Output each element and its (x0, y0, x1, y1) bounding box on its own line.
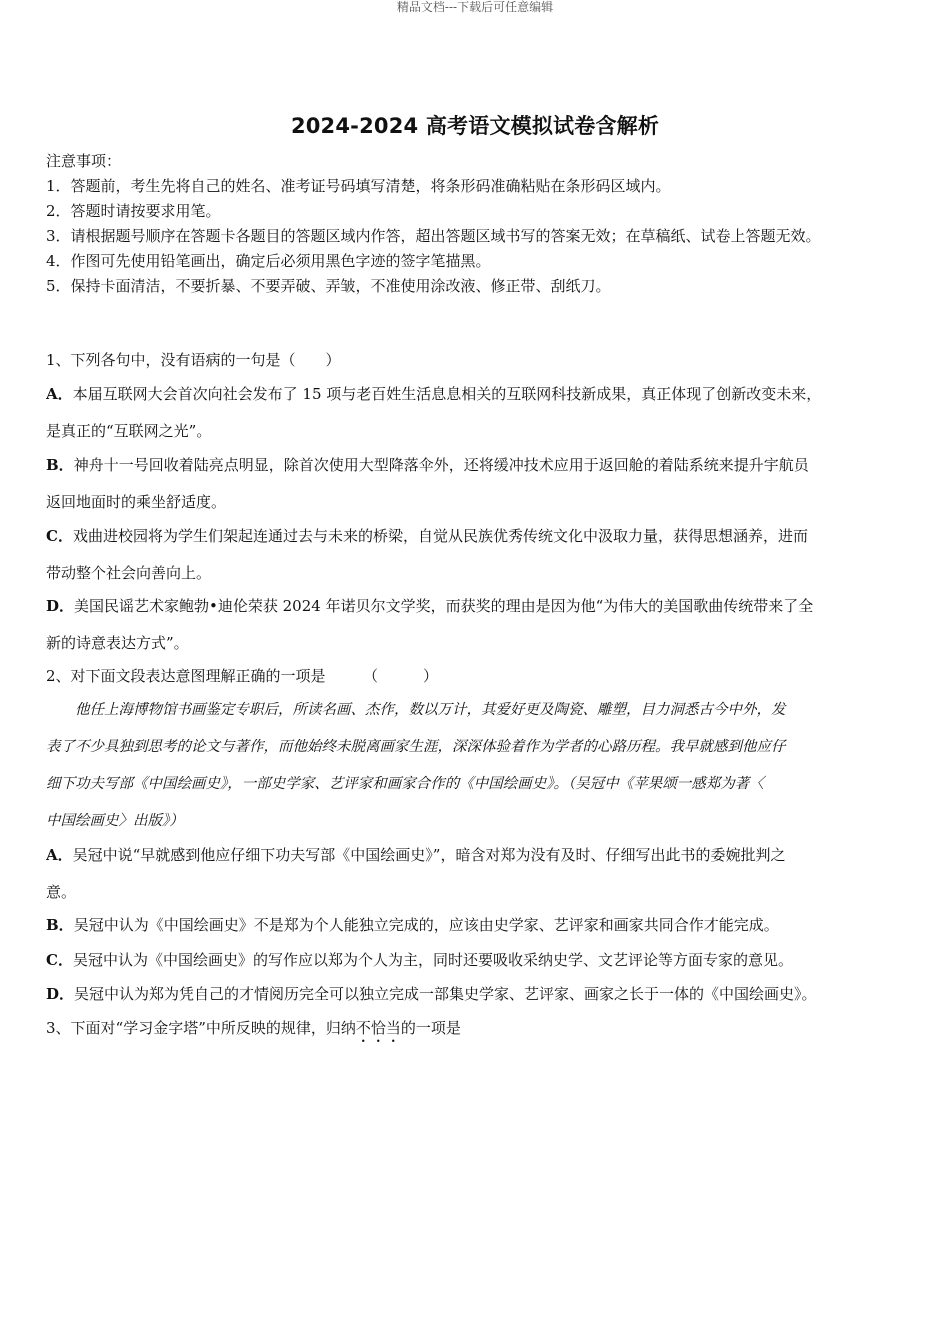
q1-option-a-cont: 是真正的“互联网之光”。 (46, 422, 212, 440)
q1-option-c (46, 526, 916, 546)
option-text: 吴冠中认为郑为凭自己的才情阅历完全可以独立完成一部集史学家、艺评家、画家之长于一体的《中国绘画史》。 (74, 985, 817, 1003)
q2-option-a (46, 845, 916, 865)
q1-option-a (46, 384, 916, 404)
document-title: 2024-2024 高考语文模拟试卷含解析 (290, 114, 660, 138)
option-text: 吴冠中认为《中国绘画史》的写作应以郑为个人为主，同时还要吸收采纳史学、文艺评论等方面专家的意见。 (72, 951, 793, 969)
notice-item: 2．答题时请按要求用笔。 (46, 202, 221, 220)
question-2-stem: 2、对下面文段表达意图理解正确的一项是 （ ） (46, 667, 439, 685)
option-text: 吴冠中认为《中国绘画史》不是郑为个人能独立完成的，应该由史学家、艺评家和画家共同合作才能完成。 (73, 916, 779, 934)
question-3-stem (46, 1018, 916, 1046)
passage-line: 表了不少具独到思考的论文与著作，而他始终未脱离画家生涯，深深体验着作为学者的心路历程。我早就感到他应仔 (46, 739, 786, 755)
notice-item: 1．答题前，考生先将自己的姓名、准考证号码填写清楚，将条形码准确粘贴在条形码区域内。 (46, 177, 671, 195)
page-header-note: 精品文档---下载后可任意编辑 (396, 0, 554, 14)
notice-item: 4．作图可先使用铅笔画出，确定后必须用黑色字迹的签字笔描黑。 (46, 252, 491, 270)
q3-stem-text: 的一项是 (400, 1019, 461, 1037)
option-label: D． (46, 985, 75, 1003)
q3-stem-text: 3、下面对“学习金字塔”中所反映的规律，归纳 (46, 1019, 356, 1037)
q2-option-d (46, 984, 916, 1004)
option-text: 本届互联网大会首次向社会发布了 15 项与老百姓生活息息相关的互联网科技新成果，真正体现了创新改变未来， (72, 385, 822, 403)
option-label: D． (46, 597, 75, 615)
option-text: 戏曲进校园将为学生们架起连通过去与未来的桥梁，自觉从民族优秀传统文化中汲取力量，获得思想涵养，进而 (72, 527, 808, 545)
option-text: 吴冠中说“早就感到他应仔细下功夫写部《中国绘画史》”，暗含对郑为没有及时、仔细写出此书的委婉批判之 (72, 846, 786, 864)
notice-heading: 注意事项： (46, 152, 122, 170)
option-text: 神舟十一号回收着陆亮点明显，除首次使用大型降落伞外，还将缓冲技术应用于返回舱的着陆系统来提升宇航员 (73, 456, 809, 474)
question-1-stem: 1、下列各句中，没有语病的一句是（ ） (46, 351, 341, 369)
q3-emphasis: 不恰当 (355, 1019, 401, 1037)
option-label: B． (46, 916, 74, 934)
option-label: C． (46, 951, 73, 969)
notice-item: 5．保持卡面清洁，不要折暴、不要弄破、弄皱，不准使用涂改液、修正带、刮纸刀。 (46, 277, 611, 295)
q1-option-d-cont: 新的诗意表达方式”。 (46, 634, 189, 652)
q2-option-b (46, 915, 916, 935)
passage-line: 中国绘画史〉出版》） (46, 813, 184, 829)
passage-line: 细下功夫写部《中国绘画史》，一部史学家、艺评家和画家合作的《中国绘画史》。（吴冠中《苹果颂一感郑为著〈 (46, 776, 764, 792)
option-label: A． (46, 385, 73, 403)
q2-option-a-cont: 意。 (46, 883, 77, 901)
passage-line: 他任上海博物馆书画鉴定专职后，所读名画、杰作，数以万计，其爱好更及陶瓷、雕塑，目力洞悉古今中外，发 (46, 702, 786, 718)
q2-option-c (46, 950, 916, 970)
option-label: C． (46, 527, 73, 545)
option-label: A． (46, 846, 73, 864)
q1-option-b (46, 455, 916, 475)
option-label: B． (46, 456, 74, 474)
notice-item: 3．请根据题号顺序在答题卡各题目的答题区域内作答，超出答题区域书写的答案无效；在草稿纸、试卷上答题无效。 (46, 227, 821, 245)
q1-option-b-cont: 返回地面时的乘坐舒适度。 (46, 493, 227, 511)
option-text: 美国民谣艺术家鲍勃•迪伦荣获 2024 年诺贝尔文学奖，而获奖的理由是因为他“为伟大的美国歌曲传统带来了全 (74, 597, 814, 615)
q1-option-c-cont: 带动整个社会向善向上。 (46, 564, 212, 582)
q1-option-d (46, 596, 916, 616)
